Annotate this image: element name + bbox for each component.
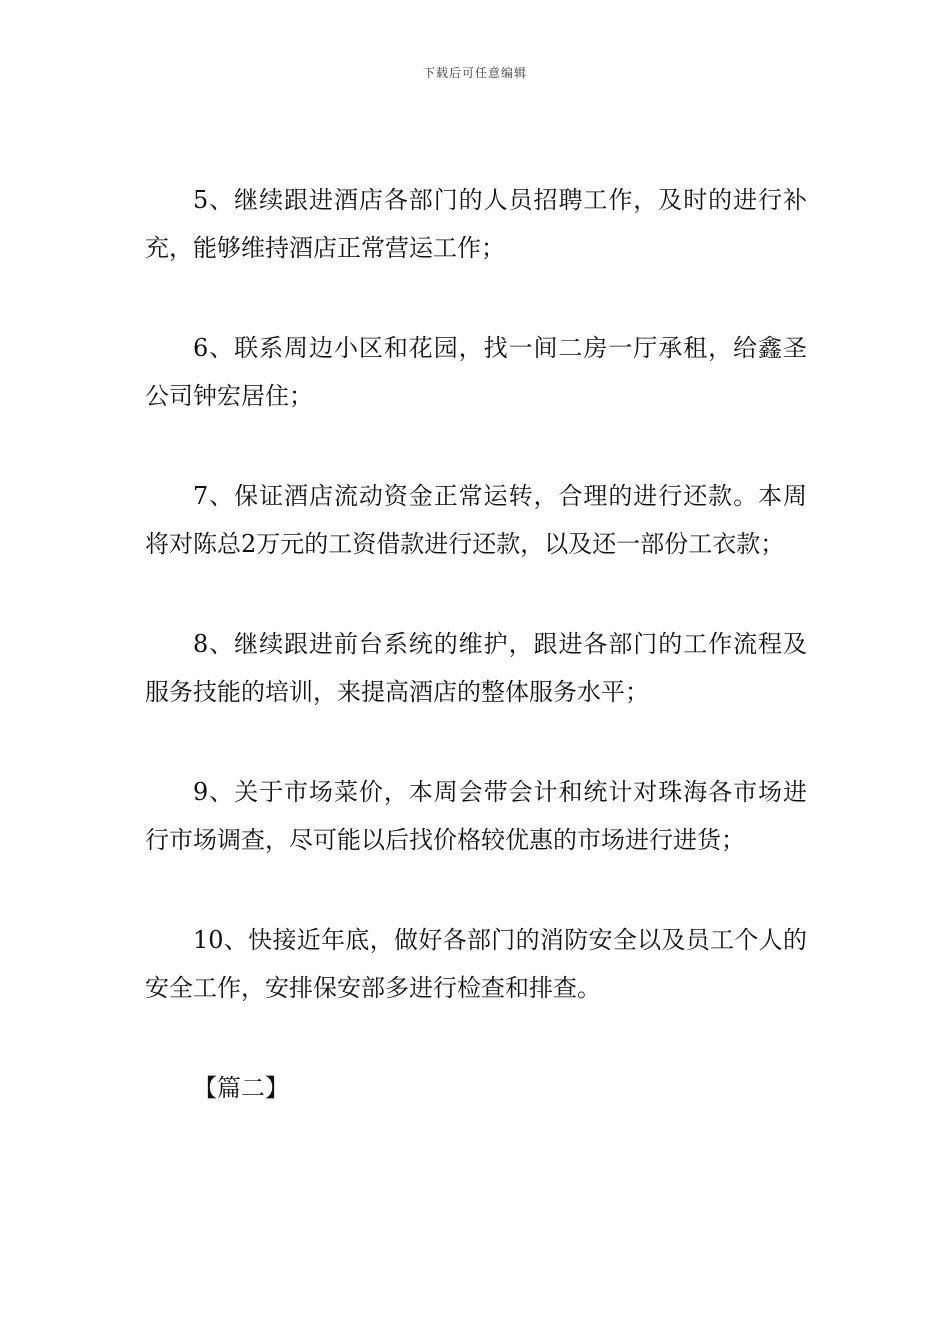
section-heading: 【篇二】 — [193, 1074, 289, 1102]
page-header-note: 下载后可任意编辑 — [422, 66, 527, 80]
paragraph-item-9: 9、关于市场菜价，本周会带会计和统计对珠海各市场进行市场调查，尽可能以后找价格较优惠的市场进行进货； — [145, 778, 807, 854]
paragraph-item-6: 6、联系周边小区和花园，找一间二房一厅承租，给鑫圣公司钟宏居住； — [145, 334, 807, 410]
paragraph-item-7: 7、保证酒店流动资金正常运转，合理的进行还款。本周将对陈总2万元的工资借款进行还款，以及还一部份工衣款； — [145, 482, 807, 558]
paragraph-item-10: 10、快接近年底，做好各部门的消防安全以及员工个人的安全工作，安排保安部多进行检查和排查。 — [145, 926, 807, 1002]
paragraph-item-5: 5、继续跟进酒店各部门的人员招聘工作，及时的进行补充，能够维持酒店正常营运工作； — [145, 186, 807, 262]
paragraph-item-8: 8、继续跟进前台系统的维护，跟进各部门的工作流程及服务技能的培训，来提高酒店的整体服务水平； — [145, 630, 807, 706]
document-body — [145, 176, 807, 1112]
